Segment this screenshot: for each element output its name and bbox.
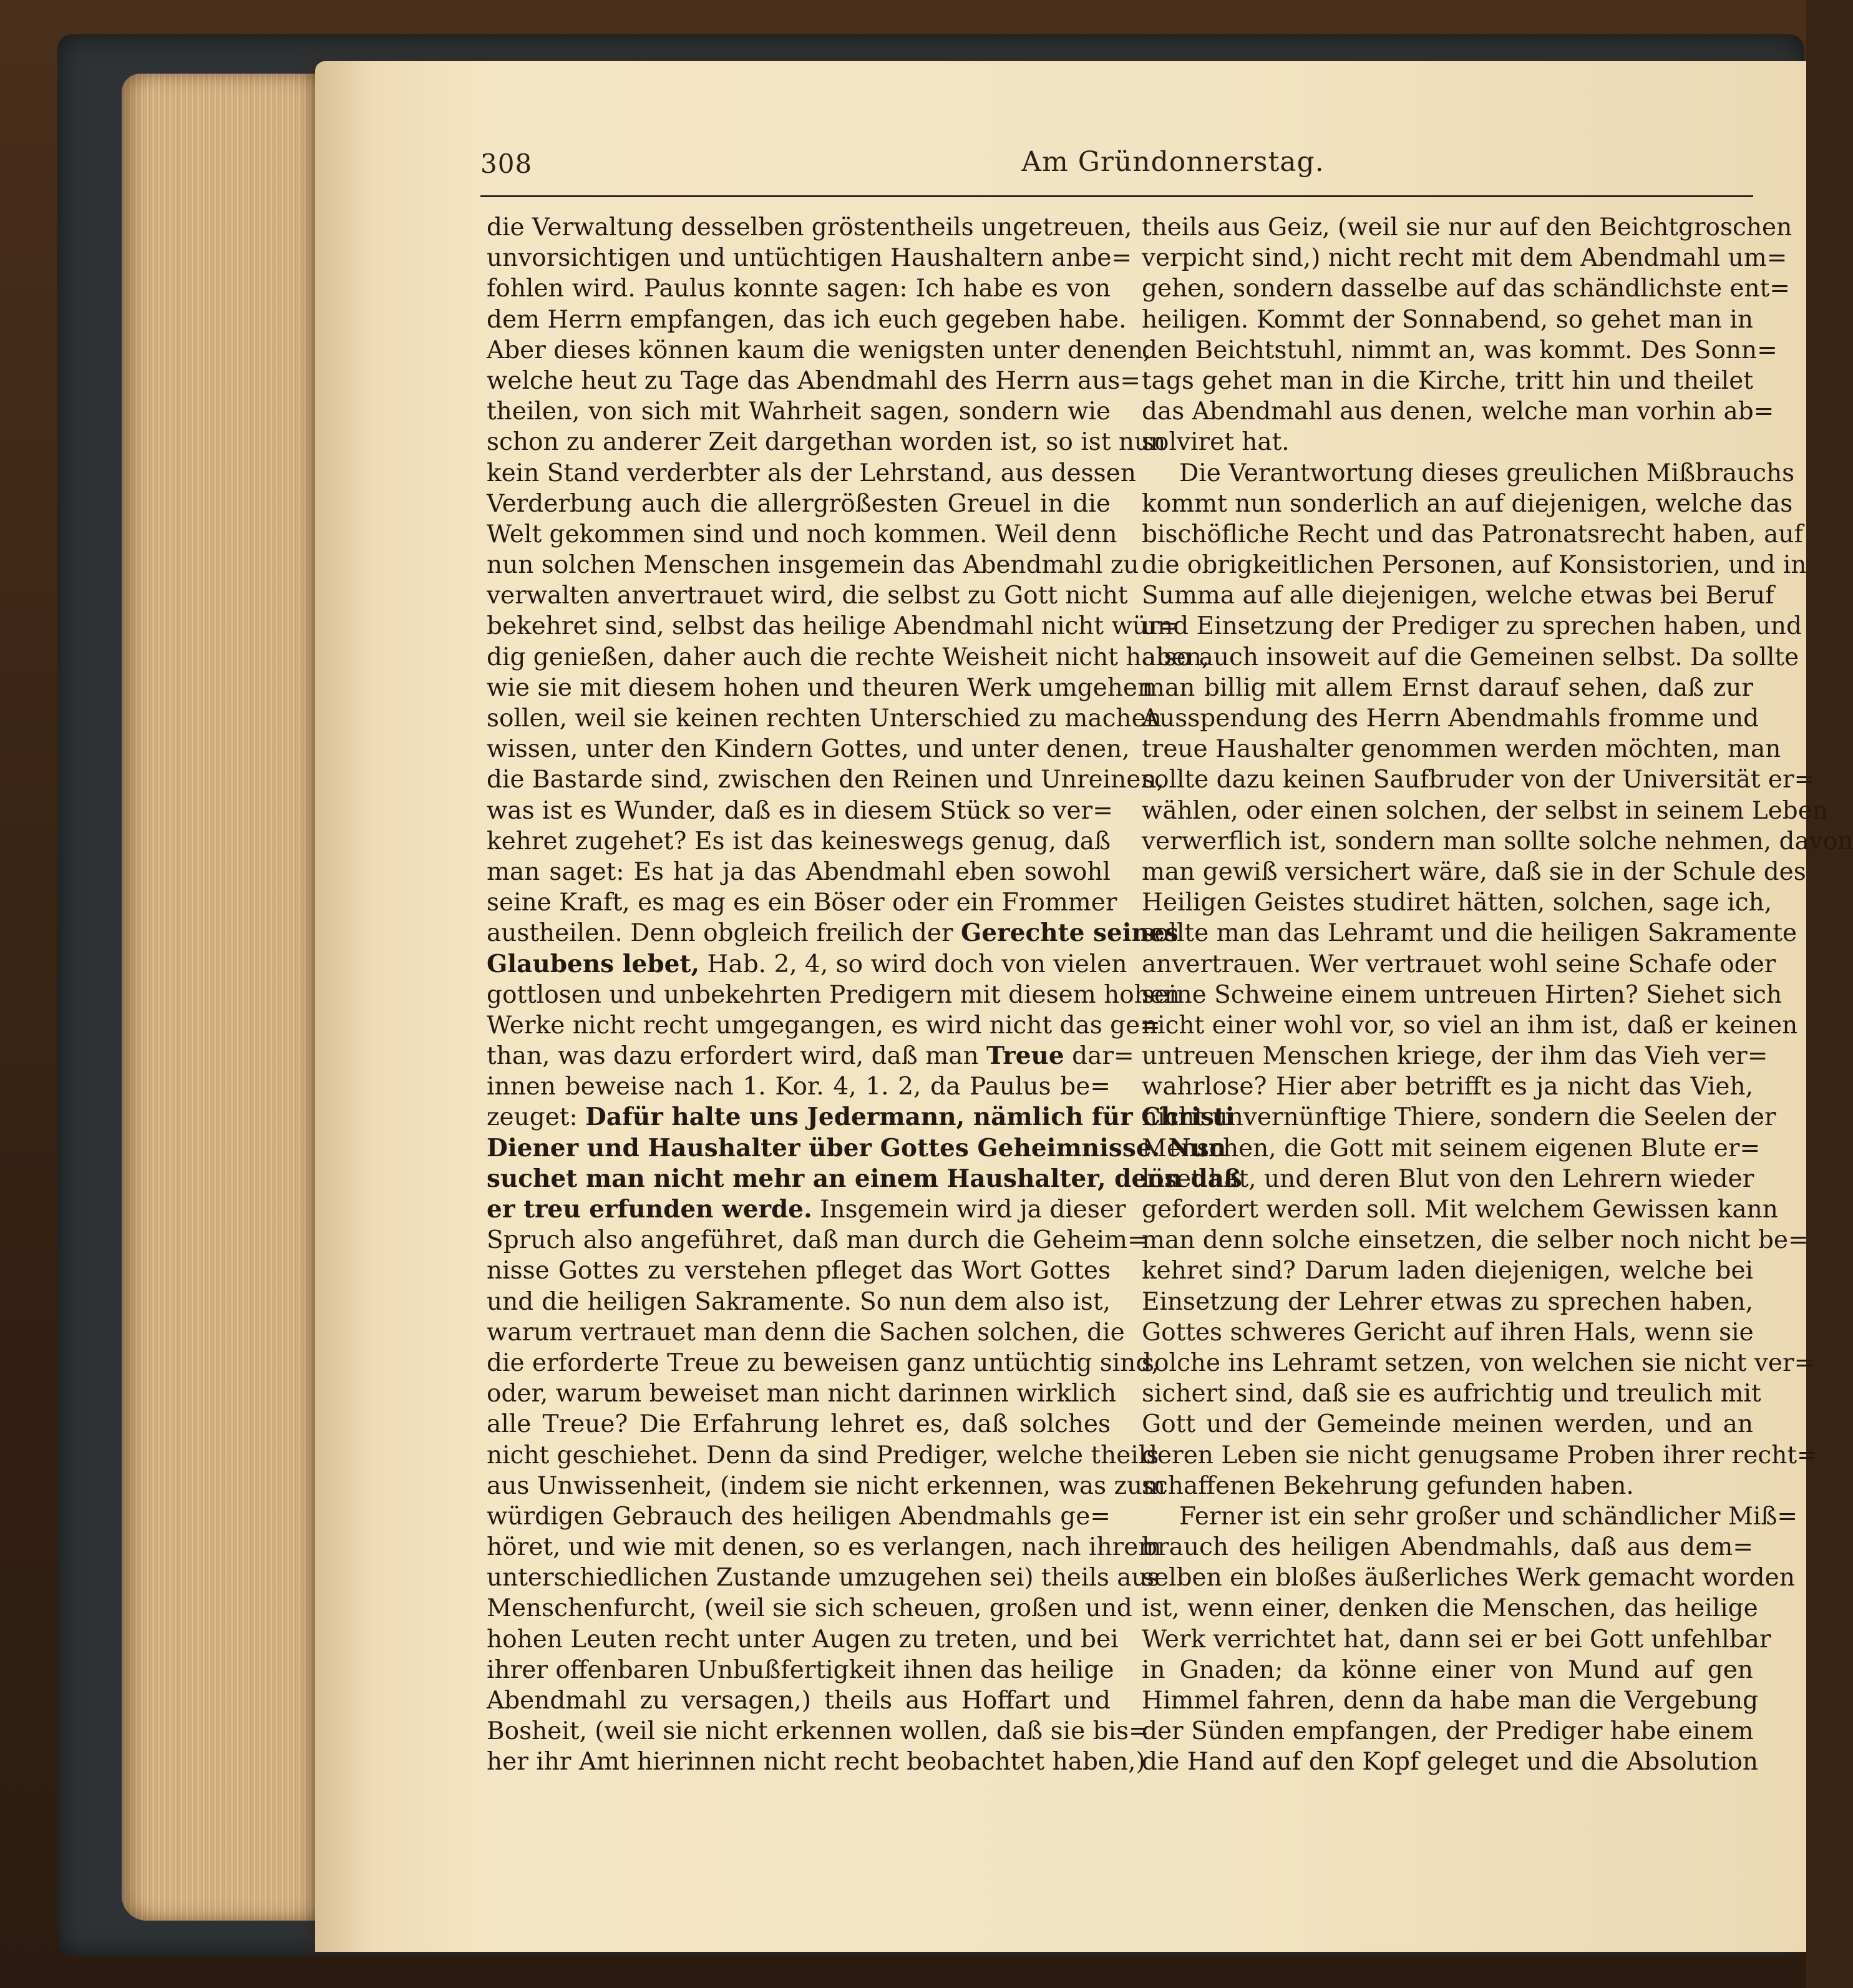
text-run: Welt gekommen sind und noch kommen. Weil denn <box>487 520 1117 548</box>
text-run: würdigen Gebrauch des heiligen Abendmahls ge= <box>487 1502 1111 1531</box>
text-line <box>487 1010 1160 1041</box>
text-run: wie sie mit diesem hohen und theuren Werk umgehen <box>487 673 1154 702</box>
header-rule <box>480 195 1753 197</box>
text-run: sollte dazu keinen Saufbruder von der Universität er= <box>1142 766 1815 794</box>
text-run: Heiligen Geistes studiret hätten, solchen, sage ich, <box>1142 889 1773 917</box>
text-line <box>1142 1255 1753 1286</box>
text-line <box>487 1440 1159 1471</box>
text-line <box>487 489 1111 519</box>
text-line <box>1142 458 1795 489</box>
text-run: man billig mit allem Ernst darauf sehen, daß zur <box>1142 673 1753 702</box>
text-line <box>487 1655 1114 1685</box>
text-run: heiligen. Kommt der Sonnabend, so gehet man in <box>1142 305 1753 334</box>
text-run: unvorsichtigen und untüchtigen Haushaltern anbe= <box>487 244 1132 273</box>
text-line <box>487 1409 1111 1440</box>
text-line <box>487 1593 1132 1624</box>
text-line <box>487 734 1130 764</box>
text-line <box>1142 611 1802 641</box>
text-run: theils aus Geiz, (weil sie nur auf den Beichtgroschen <box>1142 213 1792 241</box>
text-run: verwalten anvertrauet wird, die selbst zu Gott nicht <box>487 582 1128 610</box>
text-run: unterschiedlichen Zustande umzugehen sei) theils aus <box>487 1564 1160 1592</box>
text-line <box>487 550 1139 580</box>
text-line <box>1142 580 1774 611</box>
text-run: Ferner ist ein sehr großer und schändlicher Miß= <box>1179 1502 1798 1531</box>
text-run: anvertrauen. Wer vertrauet wohl seine Schafe oder <box>1142 950 1776 978</box>
text-line <box>487 642 1210 673</box>
text-line <box>487 1071 1111 1102</box>
text-line <box>1142 1287 1753 1317</box>
text-line <box>1142 918 1797 948</box>
text-line <box>487 1133 1227 1164</box>
text-run: Menschenfurcht, (weil sie sich scheuen, großen und <box>487 1594 1132 1623</box>
text-line <box>1142 519 1803 550</box>
text-line <box>487 335 1151 366</box>
text-line <box>487 1317 1125 1348</box>
text-run: nicht unvernünftige Thiere, sondern die Seelen der <box>1142 1103 1776 1132</box>
text-line <box>1142 366 1753 396</box>
text-run: man denn solche einsetzen, die selber noch nicht be= <box>1142 1226 1809 1255</box>
text-line <box>487 1501 1111 1532</box>
text-line <box>487 305 1127 335</box>
text-run: schon zu anderer Zeit dargethan worden ist, so ist nun <box>487 428 1166 457</box>
text-run: und Einsetzung der Prediger zu sprechen haben, und <box>1142 612 1802 641</box>
bold-text: Dafür halte uns Jedermann, nämlich für Christi <box>585 1103 1235 1132</box>
bold-text: Diener und Haushalter über Gottes Geheimnisse. Nun <box>487 1133 1227 1162</box>
text-run: Bosheit, (weil sie nicht erkennen wollen, daß sie bis= <box>487 1717 1149 1746</box>
text-run: und die heiligen Sakramente. So nun dem also ist, <box>487 1287 1111 1316</box>
text-line <box>487 1287 1111 1317</box>
text-run: aus Unwissenheit, (indem sie nicht erkennen, was zum <box>487 1471 1166 1500</box>
text-line <box>1142 703 1759 734</box>
text-run: Menschen, die Gott mit seinem eigenen Blute er= <box>1142 1134 1761 1162</box>
text-run: was ist es Wunder, daß es in diesem Stück so ver= <box>487 796 1113 825</box>
text-run: gefordert werden soll. Mit welchem Gewissen kann <box>1142 1196 1778 1224</box>
text-run: die erforderte Treue zu beweisen ganz untüchtig sind, <box>487 1348 1159 1377</box>
text-line <box>487 918 1179 948</box>
text-run: ihrer offenbaren Unbußfertigkeit ihnen das heilige <box>487 1655 1114 1684</box>
text-run: Werke nicht recht umgegangen, es wird nicht das ge= <box>487 1011 1160 1040</box>
text-run: man saget: Es hat ja das Abendmahl eben sowohl <box>487 857 1111 886</box>
text-line <box>1142 642 1799 673</box>
text-run: Gott und der Gemeinde meinen werden, und an <box>1142 1410 1753 1439</box>
text-line <box>487 1562 1160 1593</box>
page-header <box>480 146 1759 186</box>
text-run: austheilen. Denn obgleich freilich der <box>487 919 961 948</box>
text-line <box>487 243 1132 273</box>
text-run: solche ins Lehramt setzen, von welchen sie nicht ver= <box>1142 1348 1815 1377</box>
text-line <box>1142 1562 1795 1593</box>
text-run: kommt nun sonderlich an auf diejenigen, welche das <box>1142 489 1793 518</box>
text-run: verwerflich ist, sondern man sollte solche nehmen, davon <box>1142 827 1853 855</box>
text-run: die Bastarde sind, zwischen den Reinen und Unreinen, <box>487 766 1164 794</box>
text-line <box>487 611 1180 641</box>
text-line <box>487 980 1180 1010</box>
text-line <box>487 1102 1235 1133</box>
text-line <box>1142 1440 1817 1471</box>
text-run: Insgemein wird ja dieser <box>812 1196 1126 1224</box>
text-run: gottlosen und unbekehrten Predigern mit diesem hohen <box>487 980 1180 1009</box>
text-line <box>1142 1164 1753 1194</box>
text-run: dar= <box>1064 1042 1134 1071</box>
text-line <box>487 857 1111 887</box>
text-run: nisse Gottes zu verstehen pfleget das Wort Gottes <box>487 1257 1111 1285</box>
text-line <box>487 458 1136 489</box>
text-line <box>1142 550 1807 580</box>
text-run: Summa auf alle diejenigen, welche etwas bei Beruf <box>1142 582 1774 610</box>
text-run: than, was dazu erfordert wird, daß man <box>487 1042 986 1071</box>
text-line <box>487 826 1111 857</box>
text-run: Abendmahl zu versagen,) theils aus Hoffart und <box>487 1687 1111 1715</box>
text-line <box>487 1164 1242 1194</box>
text-line <box>487 519 1117 550</box>
text-line <box>487 1255 1111 1286</box>
text-run: wahrlose? Hier aber betrifft es ja nicht das Vieh, <box>1142 1073 1753 1101</box>
text-line <box>1142 1194 1778 1225</box>
text-run: hohen Leuten recht unter Augen zu treten, und bei <box>487 1625 1119 1654</box>
text-run: Himmel fahren, denn da habe man die Vergebung <box>1142 1687 1759 1715</box>
text-line <box>1142 796 1828 826</box>
text-run: den Beichtstuhl, nimmt an, was kommt. Des Sonn= <box>1142 336 1778 364</box>
text-run: oder, warum beweiset man nicht darinnen wirklich <box>487 1380 1117 1408</box>
text-line <box>1142 1685 1759 1716</box>
text-run: löset hat, und deren Blut von den Lehrern wieder <box>1142 1164 1754 1193</box>
text-run: kehret sind? Darum laden diejenigen, welche bei <box>1142 1257 1753 1285</box>
text-run: nicht einer wohl vor, so viel an ihm ist, daß er keinen <box>1142 1011 1798 1040</box>
text-run: Verderbung auch die allergrößesten Greuel in die <box>487 489 1111 518</box>
text-run: theilen, von sich mit Wahrheit sagen, sondern wie <box>487 397 1111 426</box>
text-line <box>487 887 1117 918</box>
page-edges <box>122 74 328 1921</box>
text-line <box>1142 826 1853 857</box>
text-run: warum vertrauet man denn die Sachen solchen, die <box>487 1318 1125 1347</box>
text-run: also auch insoweit auf die Gemeinen selbst. Da sollte <box>1142 643 1799 671</box>
text-run: der Sünden empfangen, der Prediger habe einem <box>1142 1717 1754 1746</box>
text-line <box>1142 1225 1809 1255</box>
bold-text: Treue <box>986 1041 1064 1071</box>
text-run: dem Herrn empfangen, das ich euch gegeben habe. <box>487 305 1127 334</box>
text-run: das Abendmahl aus denen, welche man vorhin ab= <box>1142 397 1774 426</box>
text-run: fohlen wird. Paulus konnte sagen: Ich habe es von <box>487 275 1111 303</box>
text-line <box>1142 1471 1753 1501</box>
text-line <box>1142 305 1753 335</box>
text-run: kehret zugehet? Es ist das keineswegs genug, daß <box>487 827 1111 855</box>
text-line <box>1142 1071 1753 1102</box>
text-line <box>487 1532 1162 1562</box>
text-line <box>1142 1532 1753 1562</box>
bold-text: Gerechte seines <box>961 918 1179 948</box>
text-line <box>1142 1747 1758 1777</box>
text-run: Hab. 2, 4, so wird doch von vielen <box>699 950 1127 978</box>
text-run: alle Treue? Die Erfahrung lehret es, daß solches <box>487 1410 1111 1439</box>
text-line <box>487 1747 1145 1777</box>
text-line <box>1142 673 1753 703</box>
text-run: höret, und wie mit denen, so es verlangen, nach ihrem <box>487 1533 1162 1562</box>
text-line <box>487 366 1141 396</box>
text-line <box>487 1194 1126 1225</box>
text-line <box>1142 212 1792 243</box>
text-line <box>1142 1348 1815 1378</box>
text-line <box>487 427 1166 457</box>
text-run: man gewiß versichert wäre, daß sie in der Schule des <box>1142 857 1806 886</box>
text-line <box>1142 734 1781 764</box>
text-line <box>1142 396 1774 427</box>
text-run: tags gehet man in die Kirche, tritt hin und theilet <box>1142 366 1753 395</box>
text-line <box>487 1716 1149 1747</box>
text-line <box>487 212 1132 243</box>
text-run: nun solchen Menschen insgemein das Abendmahl zu <box>487 551 1139 580</box>
text-run: die obrigkeitlichen Personen, auf Konsistorien, und in <box>1142 551 1807 580</box>
text-line <box>1142 1378 1761 1409</box>
text-run: selben ein bloßes äußerliches Werk gemacht worden <box>1142 1564 1795 1592</box>
text-line <box>1142 1716 1753 1747</box>
text-run: Spruch also angeführet, daß man durch die Geheim= <box>487 1226 1148 1255</box>
text-line <box>1142 1409 1753 1440</box>
right-column <box>1142 212 1853 1778</box>
text-run: treue Haushalter genommen werden möchten, man <box>1142 735 1781 764</box>
text-run: die Hand auf den Kopf geleget und die Absolution <box>1142 1748 1758 1776</box>
text-line <box>1142 1501 1798 1532</box>
text-run: innen beweise nach 1. Kor. 4, 1. 2, da Paulus be= <box>487 1073 1111 1101</box>
text-line <box>1142 857 1806 887</box>
text-run: schaffenen Bekehrung gefunden haben. <box>1142 1471 1634 1500</box>
text-run: seine Schweine einem untreuen Hirten? Siehet sich <box>1142 980 1782 1009</box>
text-line <box>1142 887 1773 918</box>
text-run: zeuget: <box>487 1103 585 1132</box>
text-line <box>487 1685 1111 1716</box>
text-run: her ihr Amt hierinnen nicht recht beobachtet haben,) <box>487 1748 1145 1776</box>
text-line <box>1142 1624 1771 1655</box>
text-run: deren Leben sie nicht genugsame Proben ihrer recht= <box>1142 1441 1817 1469</box>
text-line <box>1142 243 1787 273</box>
text-run: welche heut zu Tage das Abendmahl des Herrn aus= <box>487 366 1141 395</box>
bold-text: suchet man nicht mehr an einem Haushalter, denn daß <box>487 1164 1242 1193</box>
text-line <box>487 273 1111 304</box>
bold-text: Glaubens lebet, <box>487 949 700 978</box>
text-run: bischöfliche Recht und das Patronatsrecht haben, auf <box>1142 520 1803 548</box>
text-run: ist, wenn einer, denken die Menschen, das heilige <box>1142 1594 1758 1623</box>
text-run: untreuen Menschen kriege, der ihm das Vieh ver= <box>1142 1042 1768 1071</box>
page-number: 308 <box>480 149 533 179</box>
text-line <box>1142 1041 1768 1071</box>
text-run: gehen, sondern dasselbe auf das schändlichste ent= <box>1142 275 1790 303</box>
text-line <box>1142 764 1815 795</box>
text-run: Gottes schweres Gericht auf ihren Hals, wenn sie <box>1142 1318 1754 1347</box>
text-line <box>487 1471 1166 1501</box>
running-title: Am Gründonnerstag. <box>1021 146 1325 178</box>
text-line <box>487 796 1111 826</box>
text-run: Einsetzung der Lehrer etwas zu sprechen haben, <box>1142 1287 1753 1316</box>
text-run: kein Stand verderbter als der Lehrstand, aus dessen <box>487 459 1136 487</box>
text-line <box>1142 1133 1761 1164</box>
text-run: Ausspendung des Herrn Abendmahls fromme und <box>1142 704 1759 733</box>
text-line <box>487 673 1154 703</box>
text-run: sichert sind, daß sie es aufrichtig und treulich mit <box>1142 1380 1761 1408</box>
text-line <box>487 1348 1159 1378</box>
text-line <box>487 396 1111 427</box>
text-line <box>1142 1317 1753 1348</box>
text-run: bekehret sind, selbst das heilige Abendmahl nicht wür= <box>487 612 1180 641</box>
text-line <box>1142 949 1776 980</box>
text-line <box>487 764 1164 795</box>
text-line <box>1142 1102 1776 1133</box>
text-line <box>1142 1010 1798 1041</box>
text-run: seine Kraft, es mag es ein Böser oder ein Frommer <box>487 889 1117 917</box>
text-line <box>1142 427 1753 457</box>
text-run: nicht geschiehet. Denn da sind Prediger, welche theils <box>487 1441 1159 1469</box>
text-run: verpicht sind,) nicht recht mit dem Abendmahl um= <box>1142 244 1787 273</box>
text-run: die Verwaltung desselben gröstentheils ungetreuen, <box>487 213 1132 241</box>
text-line <box>487 703 1162 734</box>
text-line <box>1142 1655 1753 1685</box>
text-line <box>487 1041 1134 1071</box>
bold-text: er treu erfunden werde. <box>487 1195 812 1224</box>
text-line <box>487 1225 1148 1255</box>
text-line <box>1142 273 1790 304</box>
text-run: Die Verantwortung dieses greulichen Mißbrauchs <box>1179 459 1795 487</box>
text-run: dig genießen, daher auch die rechte Weisheit nicht haben, <box>487 643 1210 671</box>
text-run: sollen, weil sie keinen rechten Unterschied zu machen <box>487 704 1162 733</box>
text-line <box>487 949 1127 980</box>
text-run: Aber dieses können kaum die wenigsten unter denen, <box>487 336 1151 364</box>
text-run: Werk verrichtet hat, dann sei er bei Gott unfehlbar <box>1142 1625 1771 1654</box>
text-run: brauch des heiligen Abendmahls, daß aus dem= <box>1142 1533 1753 1562</box>
text-run: in Gnaden; da könne einer von Mund auf gen <box>1142 1655 1753 1684</box>
text-run: wissen, unter den Kindern Gottes, und unter denen, <box>487 735 1130 764</box>
text-run: solviret hat. <box>1142 428 1290 457</box>
text-line <box>1142 335 1778 366</box>
text-line <box>487 1378 1117 1409</box>
text-line <box>1142 1593 1758 1624</box>
text-line <box>487 580 1128 611</box>
text-line <box>1142 980 1782 1010</box>
text-line <box>1142 489 1793 519</box>
text-run: sollte man das Lehramt und die heiligen Sakramente <box>1142 919 1797 948</box>
text-run: wählen, oder einen solchen, der selbst in seinem Leben <box>1142 796 1828 825</box>
text-line <box>487 1624 1119 1655</box>
